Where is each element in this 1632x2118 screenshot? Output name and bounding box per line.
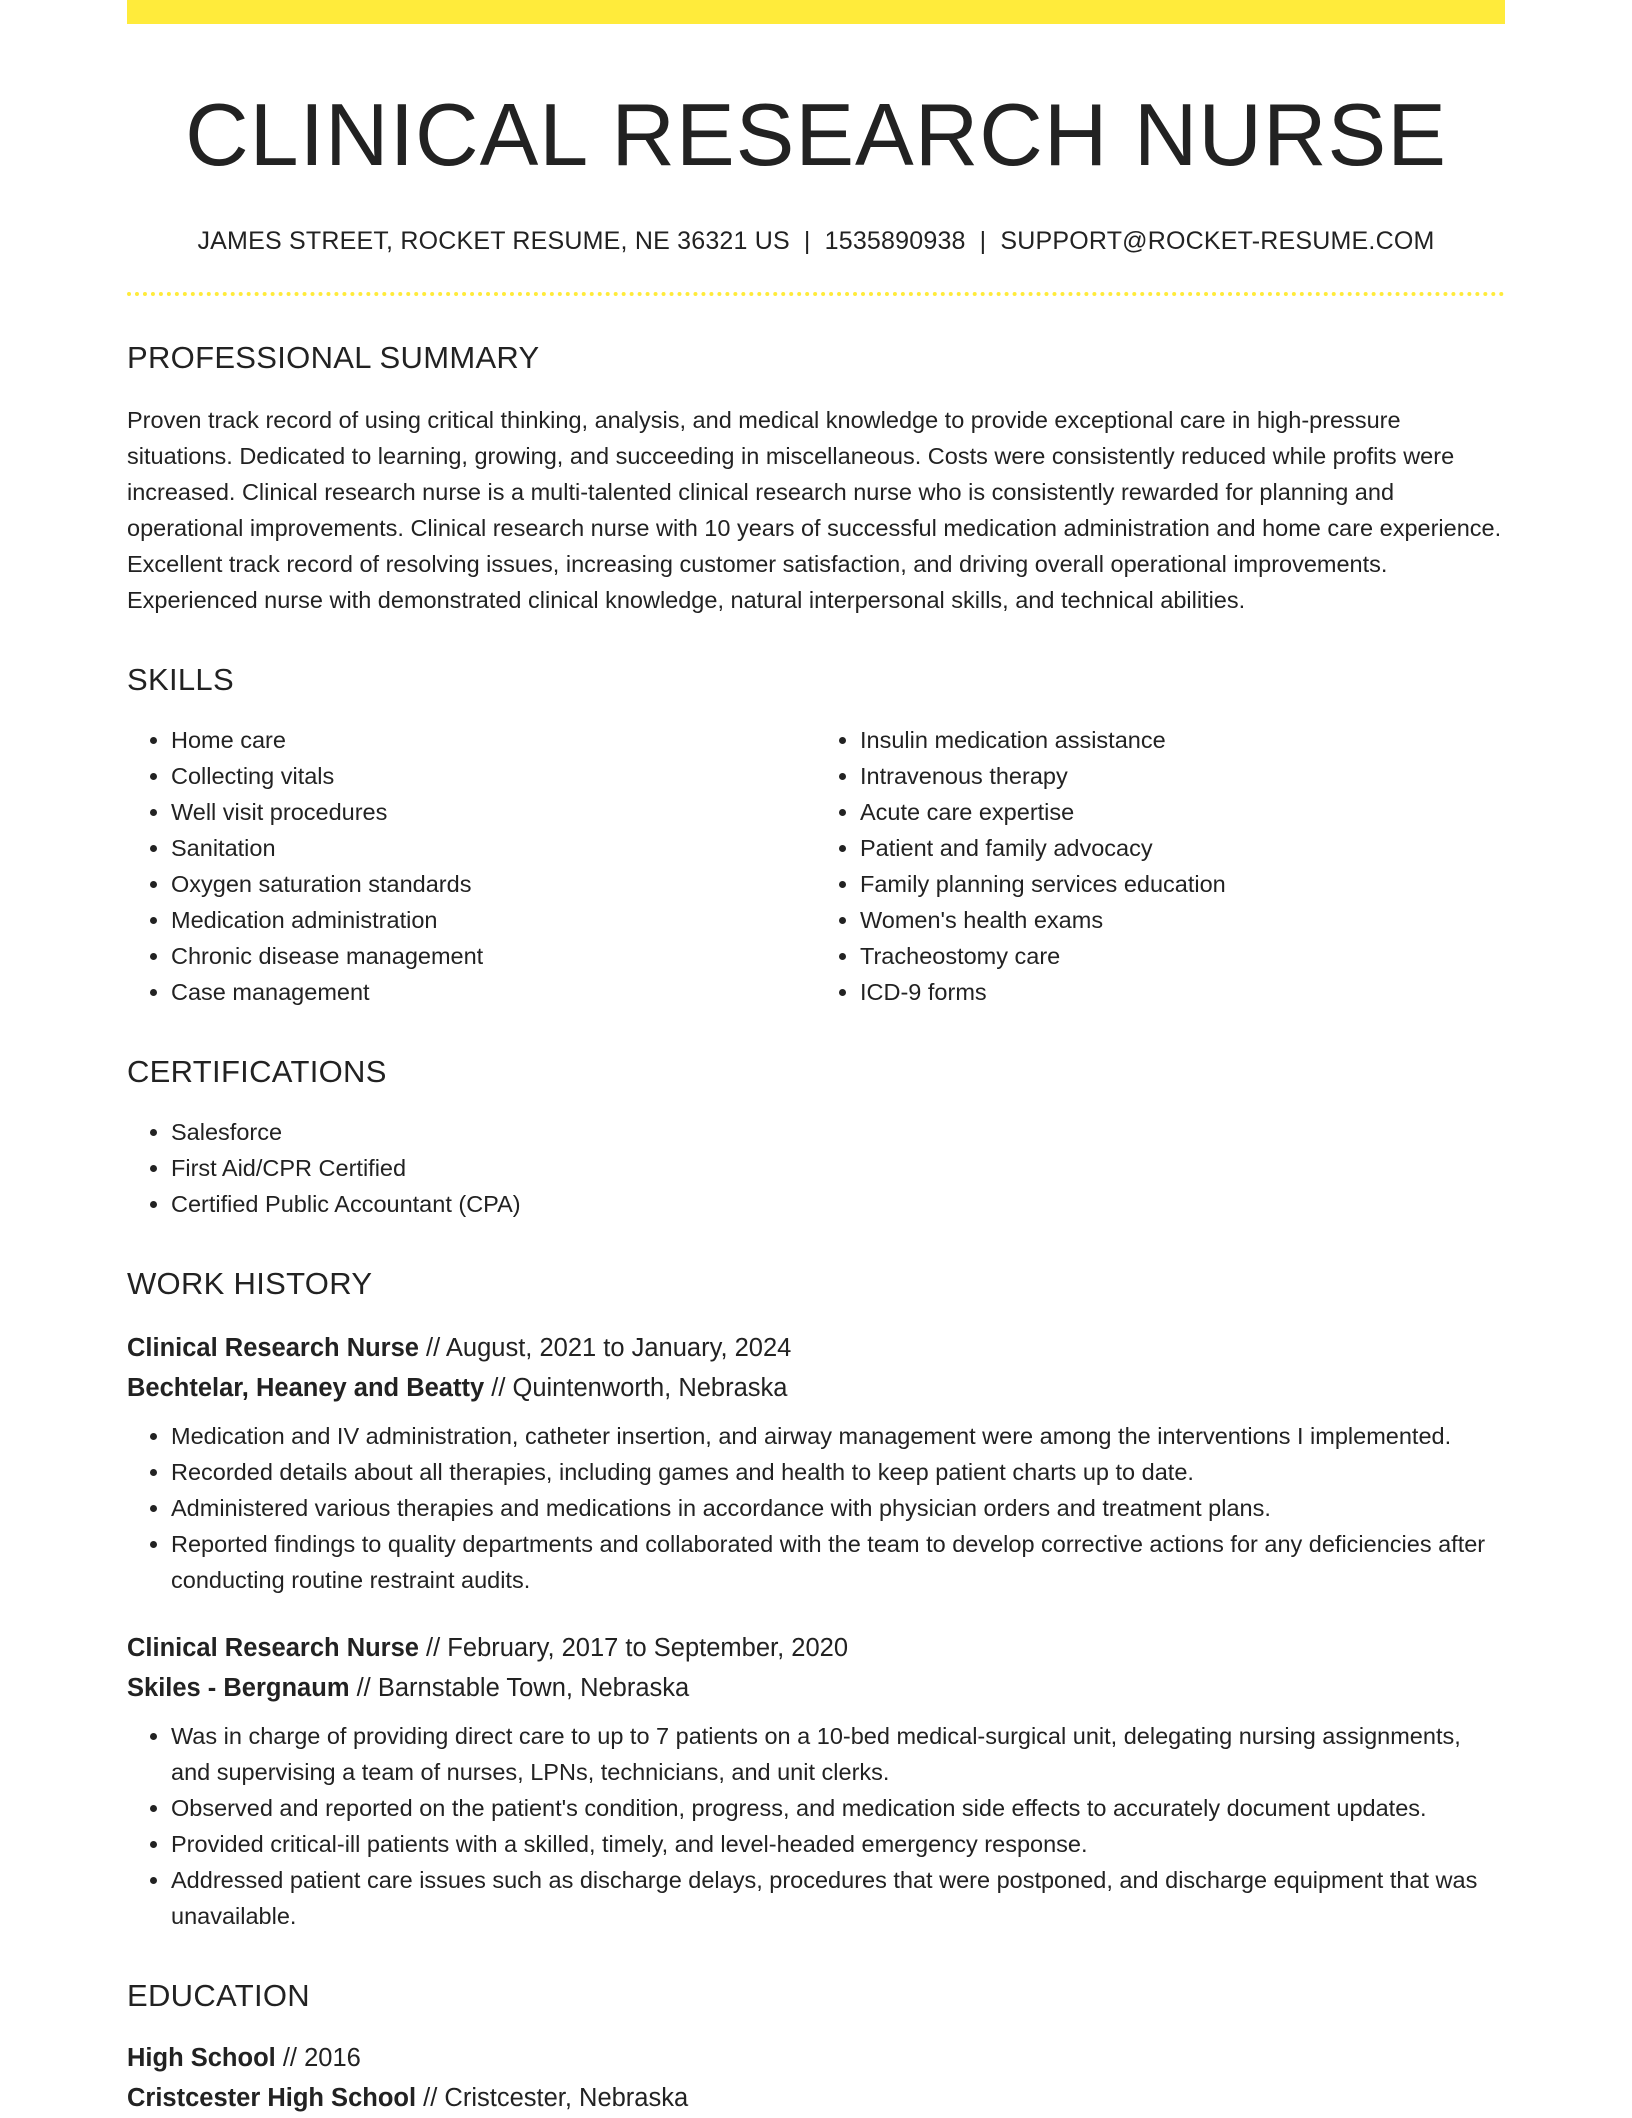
contact-separator: | bbox=[979, 227, 987, 256]
contact-address: JAMES STREET, ROCKET RESUME, NE 36321 US bbox=[197, 227, 790, 256]
skill-item: • Oxygen saturation standards bbox=[171, 866, 816, 902]
job-title-line bbox=[127, 1628, 1505, 1668]
skill-item: • Insulin medication assistance bbox=[860, 722, 1505, 758]
resume-title: CLINICAL RESEARCH NURSE bbox=[185, 85, 1447, 184]
job-title-line bbox=[127, 1328, 1505, 1368]
job-company: Skiles - Bergnaum bbox=[127, 1674, 350, 1703]
education-school: Cristcester High School bbox=[127, 2084, 417, 2113]
education-entry bbox=[127, 2038, 1505, 2118]
job-bullets bbox=[127, 1718, 1505, 1934]
certification-item: • Salesforce bbox=[171, 1114, 1505, 1150]
job-dates: // February, 2017 to September, 2020 bbox=[418, 1634, 849, 1663]
skill-item: • Acute care expertise bbox=[860, 794, 1505, 830]
skill-item: • Sanitation bbox=[171, 830, 816, 866]
skills-list-right bbox=[816, 722, 1505, 1010]
job-location: // Quintenworth, Nebraska bbox=[484, 1374, 788, 1403]
job-company: Bechtelar, Heaney and Beatty bbox=[127, 1374, 485, 1403]
section-heading-certifications: CERTIFICATIONS bbox=[127, 1054, 387, 1090]
accent-top-bar bbox=[127, 0, 1505, 24]
section-heading-education: EDUCATION bbox=[127, 1978, 310, 2014]
skill-item: • Well visit procedures bbox=[171, 794, 816, 830]
contact-phone: 1535890938 bbox=[824, 227, 966, 256]
certification-item: • Certified Public Accountant (CPA) bbox=[171, 1186, 1505, 1222]
contact-separator: | bbox=[803, 227, 811, 256]
contact-email: SUPPORT@ROCKET-RESUME.COM bbox=[1000, 227, 1435, 256]
skill-item: • Patient and family advocacy bbox=[860, 830, 1505, 866]
skill-item: • Tracheostomy care bbox=[860, 938, 1505, 974]
job-bullets bbox=[127, 1418, 1505, 1598]
education-degree-line bbox=[127, 2038, 1505, 2078]
job-location: // Barnstable Town, Nebraska bbox=[349, 1674, 690, 1703]
section-heading-work-history: WORK HISTORY bbox=[127, 1266, 373, 1302]
job-title: Clinical Research Nurse bbox=[127, 1334, 419, 1363]
skill-item: • ICD-9 forms bbox=[860, 974, 1505, 1010]
job-entry bbox=[127, 1328, 1505, 1598]
skill-item: • Case management bbox=[171, 974, 816, 1010]
skill-item: • Chronic disease management bbox=[171, 938, 816, 974]
skill-item: • Home care bbox=[171, 722, 816, 758]
job-bullet: • Provided critical-ill patients with a skilled, timely, and level-headed emergency response. bbox=[171, 1826, 1505, 1862]
skill-item: • Family planning services education bbox=[860, 866, 1505, 902]
summary-text: Proven track record of using critical thinking, analysis, and medical knowledge to provide exceptional care in high-pressure situations. Dedicated to learning, growing, and succeeding in miscellaneous. Costs were consistently reduced while profits were increased. Clinical research nurse is a multi-talented clinical research nurse who is consistently rewarded for planning and operational improvements. Clinical research nurse with 10 years of successful medication administration and home care experience. Excellent track record of resolving issues, increasing customer satisfaction, and driving overall operational improvements. Experienced nurse with demonstrated clinical knowledge, natural interpersonal skills, and technical abilities. bbox=[127, 407, 1502, 614]
job-entry bbox=[127, 1628, 1505, 1934]
skill-item: • Medication administration bbox=[171, 902, 816, 938]
job-bullet: • Reported findings to quality departments and collaborated with the team to develop corrective actions for any deficiencies after conducting routine restraint audits. bbox=[171, 1526, 1505, 1598]
job-dates: // August, 2021 to January, 2024 bbox=[418, 1334, 792, 1363]
skill-item: • Women's health exams bbox=[860, 902, 1505, 938]
job-bullet: • Recorded details about all therapies, including games and health to keep patient charts up to date. bbox=[171, 1454, 1505, 1490]
section-heading-summary: PROFESSIONAL SUMMARY bbox=[127, 340, 540, 376]
education-year: // 2016 bbox=[275, 2044, 361, 2073]
job-bullet: • Administered various therapies and medications in accordance with physician orders and treatment plans. bbox=[171, 1490, 1505, 1526]
certifications-list bbox=[127, 1114, 1505, 1222]
education-degree: High School bbox=[127, 2044, 276, 2073]
education-location: // Cristcester, Nebraska bbox=[416, 2084, 689, 2113]
job-company-line bbox=[127, 1368, 1505, 1408]
job-bullet: • Medication and IV administration, catheter insertion, and airway management were among the interventions I implemented. bbox=[171, 1418, 1505, 1454]
dotted-divider bbox=[127, 292, 1505, 296]
section-heading-skills: SKILLS bbox=[127, 662, 234, 698]
job-company-line bbox=[127, 1668, 1505, 1708]
resume-page bbox=[127, 0, 1505, 2118]
skills-list-left bbox=[127, 722, 816, 1010]
job-bullet: • Addressed patient care issues such as discharge delays, procedures that were postponed, and discharge equipment that was unavailable. bbox=[171, 1862, 1505, 1934]
job-title: Clinical Research Nurse bbox=[127, 1634, 419, 1663]
skills-columns bbox=[127, 722, 1505, 1010]
job-bullet: • Observed and reported on the patient's condition, progress, and medication side effects to accurately document updates. bbox=[171, 1790, 1505, 1826]
contact-line bbox=[127, 227, 1505, 256]
skill-item: • Collecting vitals bbox=[171, 758, 816, 794]
skill-item: • Intravenous therapy bbox=[860, 758, 1505, 794]
certification-item: • First Aid/CPR Certified bbox=[171, 1150, 1505, 1186]
job-bullet: • Was in charge of providing direct care to up to 7 patients on a 10-bed medical-surgical unit, delegating nursing assignments, and supervising a team of nurses, LPNs, technicians, and unit clerks. bbox=[171, 1718, 1505, 1790]
education-school-line bbox=[127, 2078, 1505, 2118]
